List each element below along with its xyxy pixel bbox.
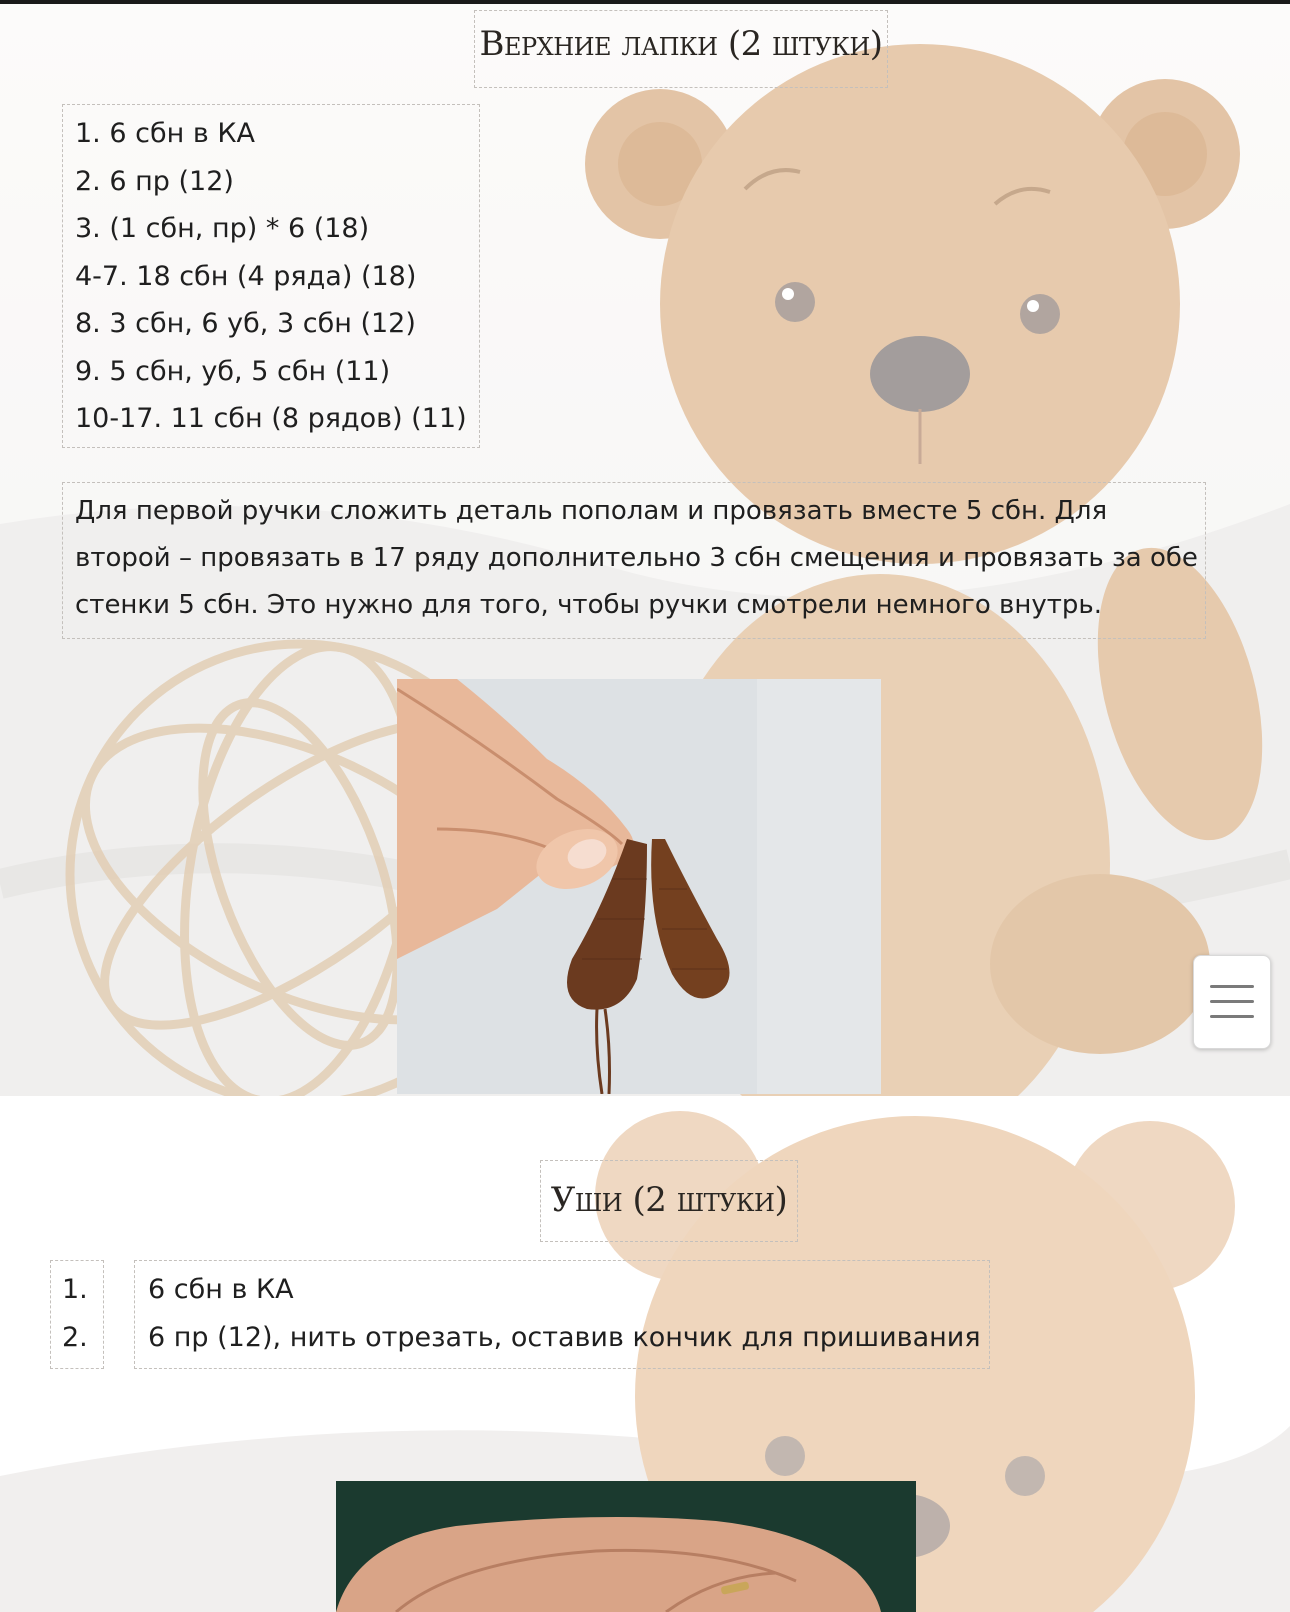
section1-title: Верхние лапки (2 штуки) (479, 24, 883, 64)
section1-note: Для первой ручки сложить деталь пополам и провязать вместе 5 сбн. Для второй – провязать в 17 ряду дополнительно 3 сбн смещения и провязать за обе стенки 5 сбн. Это нужно для того, чтобы ручки смотрели немного внутрь. (75, 496, 1198, 620)
ears-photo-illustration (336, 1481, 916, 1612)
hamburger-menu-icon (1209, 982, 1255, 1022)
list-item: 4-7. 18 сбн (4 ряда) (18) (75, 260, 417, 292)
list-item-number: 1. (62, 1274, 88, 1305)
list-item: 6 сбн в КА (148, 1274, 294, 1305)
list-item: 3. (1 сбн, пр) * 6 (18) (75, 213, 370, 244)
list-item-number: 2. (62, 1321, 88, 1353)
list-item: 10-17. 11 сбн (8 рядов) (11) (75, 403, 467, 434)
menu-button[interactable] (1193, 955, 1271, 1049)
list-item: 2. 6 пр (12) (75, 165, 234, 197)
arms-photo (397, 679, 881, 1094)
list-item: 9. 5 сбн, уб, 5 сбн (11) (75, 355, 391, 387)
section2-title: Уши (2 штуки) (550, 1180, 788, 1220)
list-item: 1. 6 сбн в КА (75, 118, 255, 149)
ears-photo (336, 1481, 916, 1612)
section2-steps-list (148, 1266, 981, 1361)
arms-photo-illustration (397, 679, 881, 1094)
section1-steps-list (75, 110, 467, 443)
list-item: 6 пр (12), нить отрезать, оставив кончик для пришивания (148, 1321, 981, 1353)
list-item: 8. 3 сбн, 6 уб, 3 сбн (12) (75, 308, 416, 339)
section2-step-numbers (62, 1266, 88, 1361)
